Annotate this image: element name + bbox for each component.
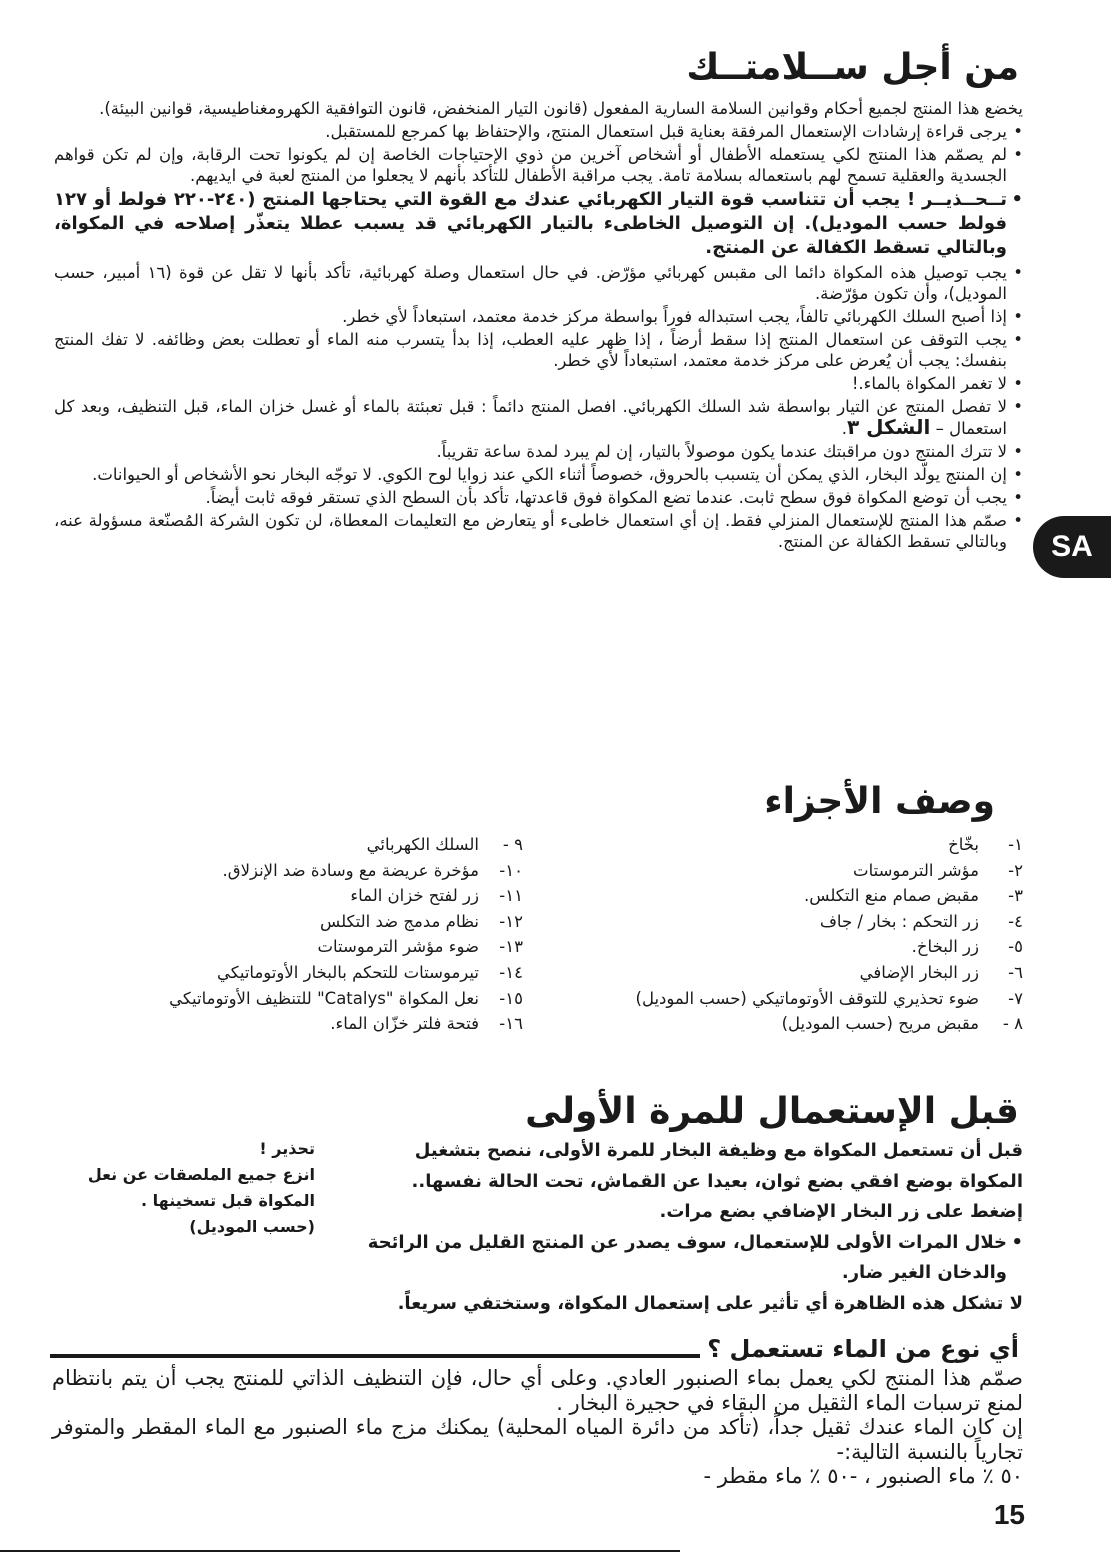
safety-bullet: • يجب توصيل هذه المكواة دائما الى مقبس كهربائي مؤرّض. في حال استعمال وصلة كهربائية، تأكد بأنها لا تقل عن قوة (١٦ أمبير، حسب الموديل)، وأن تكون مؤرّضة. (54, 262, 1023, 304)
water-paragraph: إن كان الماء عندك ثقيل جداً، (تأكد من دائرة المياه المحلية) يمكنك مزج ماء الصنبور مع الماء المقطر والمتوفر تجارياً بالنسبة التالية:- (52, 1415, 1023, 1464)
first-use-body (363, 1136, 1023, 1319)
language-tab: SA (1033, 516, 1111, 578)
part-item: ٥-زر البخاخ. (911, 937, 1023, 957)
water-title: أي نوع من الماء تستعمل ؟ (707, 1335, 1019, 1363)
safety-bullet: • إذا أصبح السلك الكهربائي تالفاً، يجب استبداله فوراً بواسطة مركز خدمة معتمد، استبعاداً لأي خطر. (54, 306, 1023, 327)
safety-bullet: • إن المنتج يولّد البخار، الذي يمكن أن يتسبب بالحروق، خصوصاً أثناء الكي عند زوايا لوح الكوي. لا توجّه البخار نحو الأشخاص أو الحيوانات. (54, 464, 1023, 485)
safety-bullet: • يرجى قراءة إرشادات الإستعمال المرفقة بعناية قبل استعمال المنتج، والإحتفاظ بها كمرجع للمستقبل. (54, 121, 1023, 142)
warning-title: تحذير ! (259, 1139, 315, 1158)
warning-text: انزع جميع الملصقات عن نعل المكواة قبل تسخينها . (87, 1165, 315, 1210)
safety-title: من أجل ســلامتــك (686, 47, 1019, 88)
page-number: 15 (993, 1499, 1025, 1530)
part-item: ١٠-مؤخرة عريضة مع وسادة ضد الإنزلاق. (222, 860, 523, 880)
part-item: ٤-زر التحكم : بخار / جاف (819, 911, 1023, 931)
safety-bullet: • صمّم هذا المنتج للإستعمال المنزلي فقط. إن أي استعمال خاطىء أو يتعارض مع التعليمات المعطاة، لن تكون الشركة المُصنّعة مسؤولة عنه، وبالتالي تسقط الكفالة عن المنتج. (54, 510, 1023, 552)
part-item: ١٥-نعل المكواة "Catalys" للتنظيف الأوتوماتيكي (169, 988, 523, 1008)
sticker-warning (75, 1136, 315, 1240)
part-item: ١٦-فتحة فلتر خزّان الماء. (330, 1014, 523, 1034)
parts-title: وصف الأجزاء (764, 781, 995, 822)
safety-intro: يخضع هذا المنتج لجميع أحكام وقوانين السلامة السارية المفعول (قانون التيار المنخفض، قانون التوافقية الكهرومغناطيسية، قوانين البيئة). (99, 99, 1023, 118)
safety-bullet: • لا تغمر المكواة بالماء.! (54, 373, 1023, 394)
unplug-text: لا تفصل المنتج عن التيار بواسطة شد السلك الكهربائي. افصل المنتج دائماً : قبل تعبئتة بالماء أو غسل خزان الماء، قبل التنظيف، وبعد كل استعمال – (54, 397, 1007, 438)
part-item: ١٤-تيرموستات للتحكم بالبخار الأوتوماتيكي (216, 962, 523, 982)
water-paragraph: صمّم هذا المنتج لكي يعمل بماء الصنبور العادي. وعلى أي حال، فإن التنظيف الذاتي للمنتج يجب أن يتم بانتظام لمنع ترسبات الماء الثقيل من البقاء في حجيرة البخار . (52, 1366, 1023, 1415)
parts-list-left (169, 832, 523, 1037)
warning-note: (حسب الموديل) (189, 1217, 315, 1236)
water-section (52, 1366, 1023, 1489)
part-item: ١-بخّاخ (948, 835, 1023, 854)
voltage-warning: • تــحــذيــر ! يجب أن تتناسب قوة التيار الكهربائي عندك مع القوة التي يحتاجها المنتج (٢٤٠-٢٢٠ فولط أو ١٢٧ فولط حسب الموديل). إن التوصيل الخاطىء بالتيار الكهربائي قد يسبب عطلا يتعذّر إصلاحه في المكواة، وبالتالي تسقط الكفالة عن المنتج. (54, 188, 1023, 260)
safety-bullet: • لا تفصل المنتج عن التيار بواسطة شد السلك الكهربائي. افصل المنتج دائماً : قبل تعبئتة بالماء أو غسل خزان الماء، قبل التنظيف، وبعد كل استعمال – الشكل ٣. (54, 396, 1023, 439)
part-item: ٣-مقبض صمام منع التكلس. (804, 886, 1023, 906)
safety-section (54, 98, 1023, 554)
safety-bullet: • يجب التوقف عن استعمال المنتج إذا سقط أرضاً ، إذا ظهر عليه العطب، إذا بدأ يتسرب منه الماء أو تعطلت بعض وظائفه. لا تفك المنتج بنفسك: يجب أن يُعرض على مركز خدمة معتمد، استبعاداً لأي خطر. (54, 329, 1023, 371)
safety-bullet: • يجب أن توضع المكواة فوق سطح ثابت. عندما تضع المكواة فوق قاعدتها، تأكد بأن السطح الذي تستقر فوقه ثابت أيضاً. (54, 487, 1023, 508)
first-use-paragraph: قبل أن تستعمل المكواة مع وظيفة البخار للمرة الأولى، ننصح بتشغيل المكواة بوضع افقي بضع ثوان، بعيدا عن القماش، تحت الحالة نفسها.. إضغط على زر البخار الإضافي بضع مرات. (411, 1140, 1023, 1222)
part-item: ٢-مؤشر الترموستات (853, 860, 1023, 880)
parts-list-right (636, 832, 1023, 1037)
figure-reference: الشكل ٣ (846, 415, 931, 439)
part-item: ١٣-ضوء مؤشر الترموستات (317, 937, 523, 957)
safety-bullet: • لم يصمّم هذا المنتج لكي يستعمله الأطفال أو أشخاص آخرين من ذوي الإحتياجات الخاصة إن لم يكونوا تحت الرقابة، وإن لم تكن قواهم الجسدية والعقلية تسمح لهم باستعماله بسلامة تامة. يجب مراقبة الأطفال للتأكد بأنهم لا يجعلوا من المنتج لعبة في ايديهم. (54, 144, 1023, 186)
part-item: ٦-زر البخار الإضافي (859, 962, 1023, 982)
water-ratio: ٥٠ ٪ ماء الصنبور ، -٥٠ ٪ ماء مقطر - (703, 1464, 1023, 1488)
first-use-title: قبل الإستعمال للمرة الأولى (525, 1091, 1019, 1132)
first-use-bullet: • خلال المرات الأولى للإستعمال، سوف يصدر عن المنتج القليل من الرائحة والدخان الغير ضار. (363, 1228, 1023, 1289)
first-use-note: لا تشكل هذه الظاهرة أي تأثير على إستعمال المكواة، وستختفي سريعاً. (397, 1292, 1023, 1314)
section-divider (50, 1354, 700, 1358)
part-item: ٧-ضوء تحذيري للتوقف الأوتوماتيكي (حسب الموديل) (635, 988, 1023, 1008)
part-item: ٨ -مقبض مريح (حسب الموديل) (781, 1014, 1023, 1034)
part-item: ٩ -السلك الكهربائي (366, 835, 523, 854)
safety-bullet: • لا تترك المنتج دون مراقبتك عندما يكون موصولاً بالتيار، إن لم يبرد لمدة ساعة تقريباً. (54, 441, 1023, 462)
footer-line (0, 1550, 680, 1552)
part-item: ١١-زر لفتح خزان الماء (350, 886, 523, 906)
part-item: ١٢-نظام مدمج ضد التكلس (320, 911, 523, 931)
